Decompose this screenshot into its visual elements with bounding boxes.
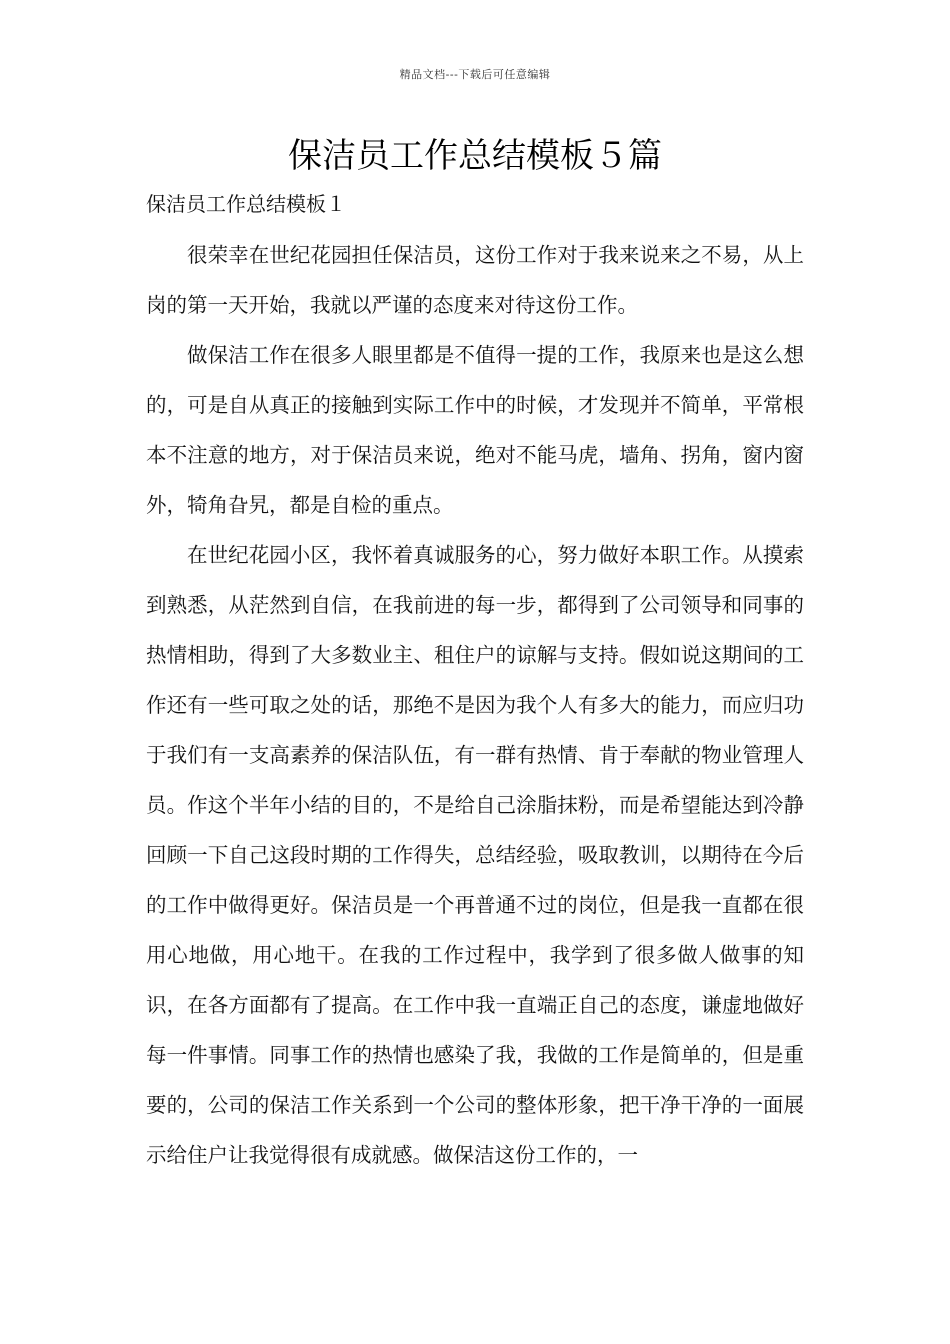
document-title: 保洁员工作总结模板５篇 — [288, 136, 662, 176]
paragraph-1: 很荣幸在世纪花园担任保洁员，这份工作对于我来说来之不易，从上岗的第一天开始，我就以严谨的态度来对待这份工作。 — [146, 243, 804, 317]
paragraph-2: 做保洁工作在很多人眼里都是不值得一提的工作，我原来也是这么想的，可是自从真正的接触到实际工作中的时候，才发现并不简单，平常根本不注意的地方，对于保洁员来说，绝对不能马虎，墙角、拐角，窗内窗外，犄角旮旯，都是自检的重点。 — [146, 343, 804, 517]
header-note: 精品文档---下载后可任意编辑 — [399, 68, 551, 81]
document-body — [146, 230, 804, 1180]
paragraph-3: 在世纪花园小区，我怀着真诚服务的心，努力做好本职工作。从摸索到熟悉，从茫然到自信，在我前进的每一步，都得到了公司领导和同事的热情相助，得到了大多数业主、租住户的谅解与支持。假如说这期间的工作还有一些可取之处的话，那绝不是因为我个人有多大的能力，而应归功于我们有一支高素养的保洁队伍，有一群有热情、肯于奉献的物业管理人员。作这个半年小结的目的，不是给自己涂脂抹粉，而是希望能达到冷静回顾一下自己这段时期的工作得失，总结经验，吸取教训，以期待在今后的工作中做得更好。保洁员是一个再普通不过的岗位，但是我一直都在很用心地做，用心地干。在我的工作过程中，我学到了很多做人做事的知识，在各方面都有了提高。在工作中我一直端正自己的态度，谦虚地做好每一件事情。同事工作的热情也感染了我，我做的工作是简单的，但是重要的，公司的保洁工作关系到一个公司的整体形象，把干净干净的一面展示给住户让我觉得很有成就感。做保洁这份工作的，一 — [146, 543, 804, 1167]
section-heading: 保洁员工作总结模板１ — [146, 192, 346, 216]
